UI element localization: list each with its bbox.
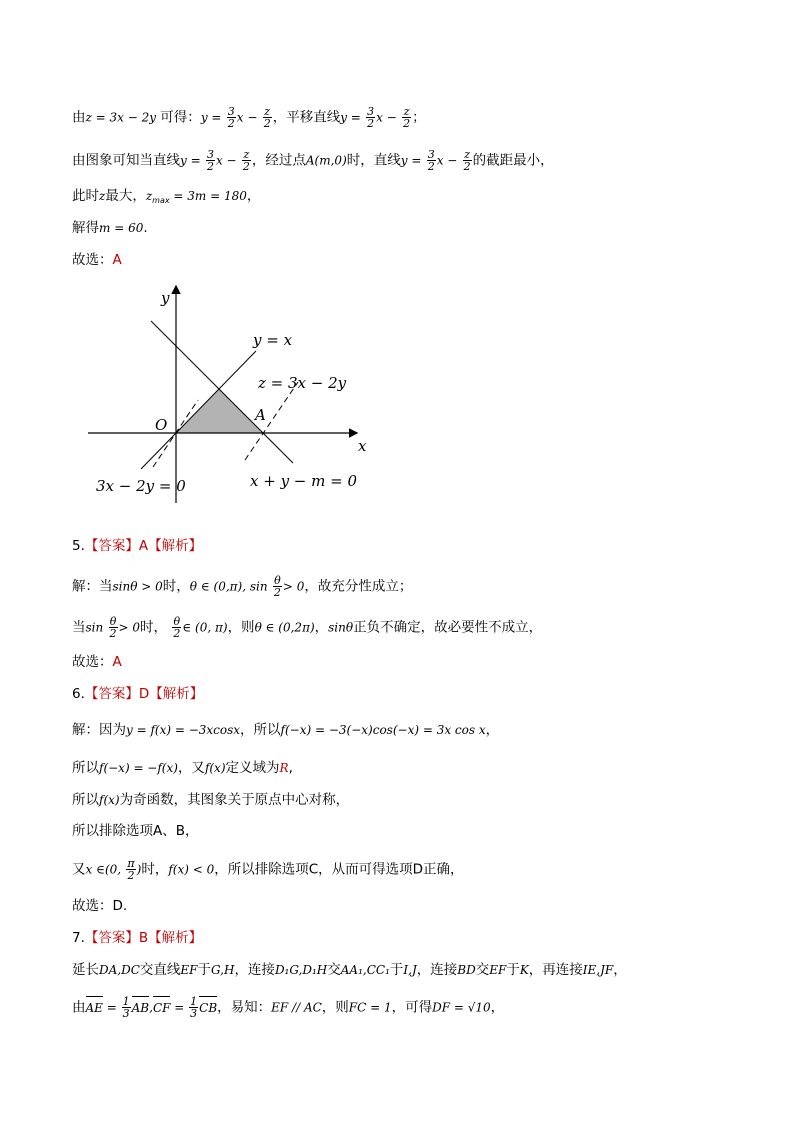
fraction-3-2: $\frac{3}{2}$	[206, 148, 214, 173]
text: 所以	[72, 792, 99, 808]
vector: AB	[132, 998, 149, 1018]
math: BD	[457, 963, 476, 977]
fraction-1-3: $\frac{1}{3}$	[122, 995, 130, 1020]
text: ，连接	[416, 962, 458, 978]
math: )	[136, 862, 142, 877]
fraction-z-2: $\frac{z}{2}$	[463, 148, 471, 173]
math: x −	[236, 110, 258, 125]
fraction-z-2: $\frac{z}{2}$	[403, 105, 411, 130]
math: sinθ	[328, 620, 354, 635]
math: =	[102, 1000, 121, 1015]
text: 故选：	[72, 252, 113, 268]
math: f(x)	[204, 761, 226, 775]
math: x −	[436, 153, 458, 168]
subscript: max	[152, 196, 170, 205]
q6-line-1	[72, 720, 499, 740]
text: 解：因为	[72, 722, 126, 738]
math: x −	[215, 153, 237, 168]
feasible-region	[176, 389, 262, 433]
math: θ ∈ (0,2π)	[254, 620, 315, 635]
text: ，	[485, 722, 500, 738]
point-a-label: A	[255, 406, 266, 424]
label-x-plus-y-minus-m: x + y − m = 0	[250, 472, 358, 490]
question-number: 5.	[72, 538, 85, 554]
answer-header: 【答案】A【解析】	[84, 538, 203, 554]
text: ，所以	[240, 722, 281, 738]
linear-programming-figure	[0, 283, 794, 513]
question-number: 7.	[72, 930, 85, 946]
text: ，	[246, 188, 261, 204]
answer-choice: A	[112, 654, 122, 670]
math: y = f(x) = −3xcosx	[126, 723, 241, 737]
text: 由图象可知当直线	[72, 152, 180, 169]
text: 正负不确定，故必要性不成立，	[353, 619, 543, 636]
vector: AE	[86, 998, 103, 1018]
math: IE,JF	[582, 963, 614, 977]
axis-label-y: y	[161, 289, 170, 307]
text: ，故充分性成立；	[304, 578, 413, 595]
math: FC = 1	[348, 1000, 392, 1015]
q6-line-4	[72, 821, 199, 841]
solution-line-4	[72, 218, 148, 238]
fraction-3-2: $\frac{3}{2}$	[227, 105, 235, 130]
math: f(−x) = −3(−x)cos(−x) = 3x cos x	[280, 723, 486, 737]
text: ，则	[227, 619, 255, 636]
text: 解得	[72, 220, 99, 236]
math: y =	[340, 110, 361, 125]
math: > 0	[118, 620, 141, 635]
math: =	[170, 1000, 189, 1015]
q6-line-3	[72, 790, 349, 810]
text: ，再连接	[528, 962, 583, 978]
fraction-1-3: $\frac{1}{3}$	[190, 995, 198, 1020]
math: EF	[489, 963, 507, 977]
text: 时，	[162, 578, 190, 595]
fraction-z-2: $\frac{z}{2}$	[242, 148, 250, 173]
math: EF	[180, 963, 198, 977]
math: G,H	[211, 963, 235, 977]
text: 故选：D.	[72, 898, 128, 914]
label-3x-2y-0: 3x − 2y = 0	[96, 477, 186, 495]
math: sin	[85, 620, 104, 635]
text: 此时	[72, 188, 99, 204]
math: > 0	[282, 579, 305, 594]
fraction-3-2: $\frac{3}{2}$	[367, 105, 375, 130]
q6-line-6	[72, 896, 127, 916]
math: θ ∈ (0,π), sin	[189, 579, 268, 594]
q6-line-5	[72, 858, 464, 881]
math: AA₁,CC₁	[340, 963, 390, 977]
text: 所以排除选项A、B，	[72, 823, 199, 839]
text: ，所以排除选项C，从而可得选项D正确，	[214, 861, 464, 878]
text: 最大，	[105, 188, 146, 204]
math: EF // AC	[271, 1000, 322, 1015]
math: f(−x) = −f(x)	[99, 761, 178, 775]
question-5-header	[72, 536, 202, 556]
text: 为奇函数，其图象关于原点中心对称，	[119, 792, 350, 808]
q7-line-1	[72, 960, 627, 980]
fraction-z-2: $\frac{z}{2}$	[263, 105, 271, 130]
math: I,J	[403, 963, 417, 977]
math: z	[99, 189, 106, 203]
text: ，连接	[234, 962, 275, 978]
math: DA,DC	[99, 963, 140, 977]
math: ∈ (0, π)	[182, 620, 228, 635]
answer-header: 【答案】D【解析】	[84, 686, 204, 702]
math: D₁G,D₁H	[274, 963, 328, 977]
text: ，平移直线	[272, 109, 341, 126]
math: ,	[149, 1000, 153, 1015]
answer-choice: A	[112, 252, 122, 268]
answer-header: 【答案】B【解析】	[84, 930, 203, 946]
text: ，可得	[391, 999, 433, 1016]
solution-line-2	[72, 149, 554, 172]
text: ，易知：	[217, 999, 272, 1016]
dashed-line-through-a	[245, 382, 298, 460]
math: x −	[376, 110, 397, 125]
text: ，又	[177, 760, 205, 776]
text: ，则	[321, 999, 349, 1016]
math: f(x)	[99, 793, 120, 807]
text: 时，直线	[346, 152, 401, 169]
vector: CB	[199, 998, 217, 1018]
q5-line-2	[72, 616, 542, 639]
text: 时，	[140, 619, 168, 636]
text: 的截距最小，	[472, 152, 554, 169]
fraction-pi-2: $\frac{\pi}{2}$	[127, 857, 135, 882]
text: 当	[72, 619, 86, 636]
q5-line-3	[72, 652, 122, 672]
solution-line-1	[72, 106, 426, 129]
text: ，	[613, 962, 627, 978]
math: f(x) < 0	[168, 862, 215, 877]
text: 于	[389, 962, 404, 978]
q5-line-1	[72, 575, 412, 598]
text: 延长	[72, 962, 99, 978]
fraction-3-2: $\frac{3}{2}$	[427, 148, 435, 173]
q6-line-2	[72, 758, 293, 778]
text: 可得：	[156, 109, 201, 126]
text: 定义域为	[225, 760, 280, 776]
text: 交直线	[139, 962, 181, 978]
math: = 3m = 180	[169, 189, 247, 203]
text: 由	[72, 109, 86, 126]
math: m = 60	[99, 221, 144, 235]
text: ，	[314, 619, 329, 636]
text: 于	[506, 962, 520, 978]
math: A(m,0)	[305, 153, 347, 168]
solution-line-5	[72, 250, 122, 270]
math: z = 3x − 2y	[85, 110, 157, 125]
text: ；	[412, 109, 426, 126]
math: y =	[200, 110, 222, 125]
fraction-theta-2: $\frac{\theta}{2}$	[273, 574, 281, 599]
math: (0,	[104, 862, 122, 877]
label-y-equals-x: y = x	[253, 331, 293, 349]
math: x ∈	[85, 862, 105, 877]
question-6-header	[72, 684, 203, 704]
vector: CF	[153, 998, 171, 1018]
q7-line-2	[72, 996, 504, 1019]
text: ，经过点	[251, 152, 306, 169]
fraction-theta-2: $\frac{\theta}{2}$	[173, 615, 181, 640]
text: ,	[288, 760, 293, 776]
text: 又	[72, 861, 86, 878]
axis-label-x: x	[358, 437, 367, 455]
question-7-header	[72, 928, 202, 948]
math: sinθ > 0	[112, 579, 163, 594]
label-z-equation: z = 3x − 2y	[258, 374, 347, 392]
question-number: 6.	[72, 686, 85, 702]
math: z	[145, 189, 153, 203]
fraction-theta-2: $\frac{\theta}{2}$	[109, 615, 117, 640]
math: K	[519, 963, 529, 977]
text: 于	[197, 962, 211, 978]
text: 故选：	[72, 654, 113, 670]
text: .	[143, 220, 148, 236]
math: y =	[180, 153, 201, 168]
math: DF = √10	[432, 1000, 491, 1015]
text: 由	[72, 999, 86, 1016]
origin-label: O	[155, 416, 168, 434]
math: y =	[400, 153, 422, 168]
math-highlight: R	[279, 761, 289, 775]
text: 所以	[72, 760, 99, 776]
text: ，	[490, 999, 505, 1016]
text: 交	[475, 962, 490, 978]
text: 时，	[141, 861, 169, 878]
text: 交	[327, 962, 341, 978]
solution-line-3	[72, 186, 260, 211]
text: 解：当	[72, 578, 113, 595]
